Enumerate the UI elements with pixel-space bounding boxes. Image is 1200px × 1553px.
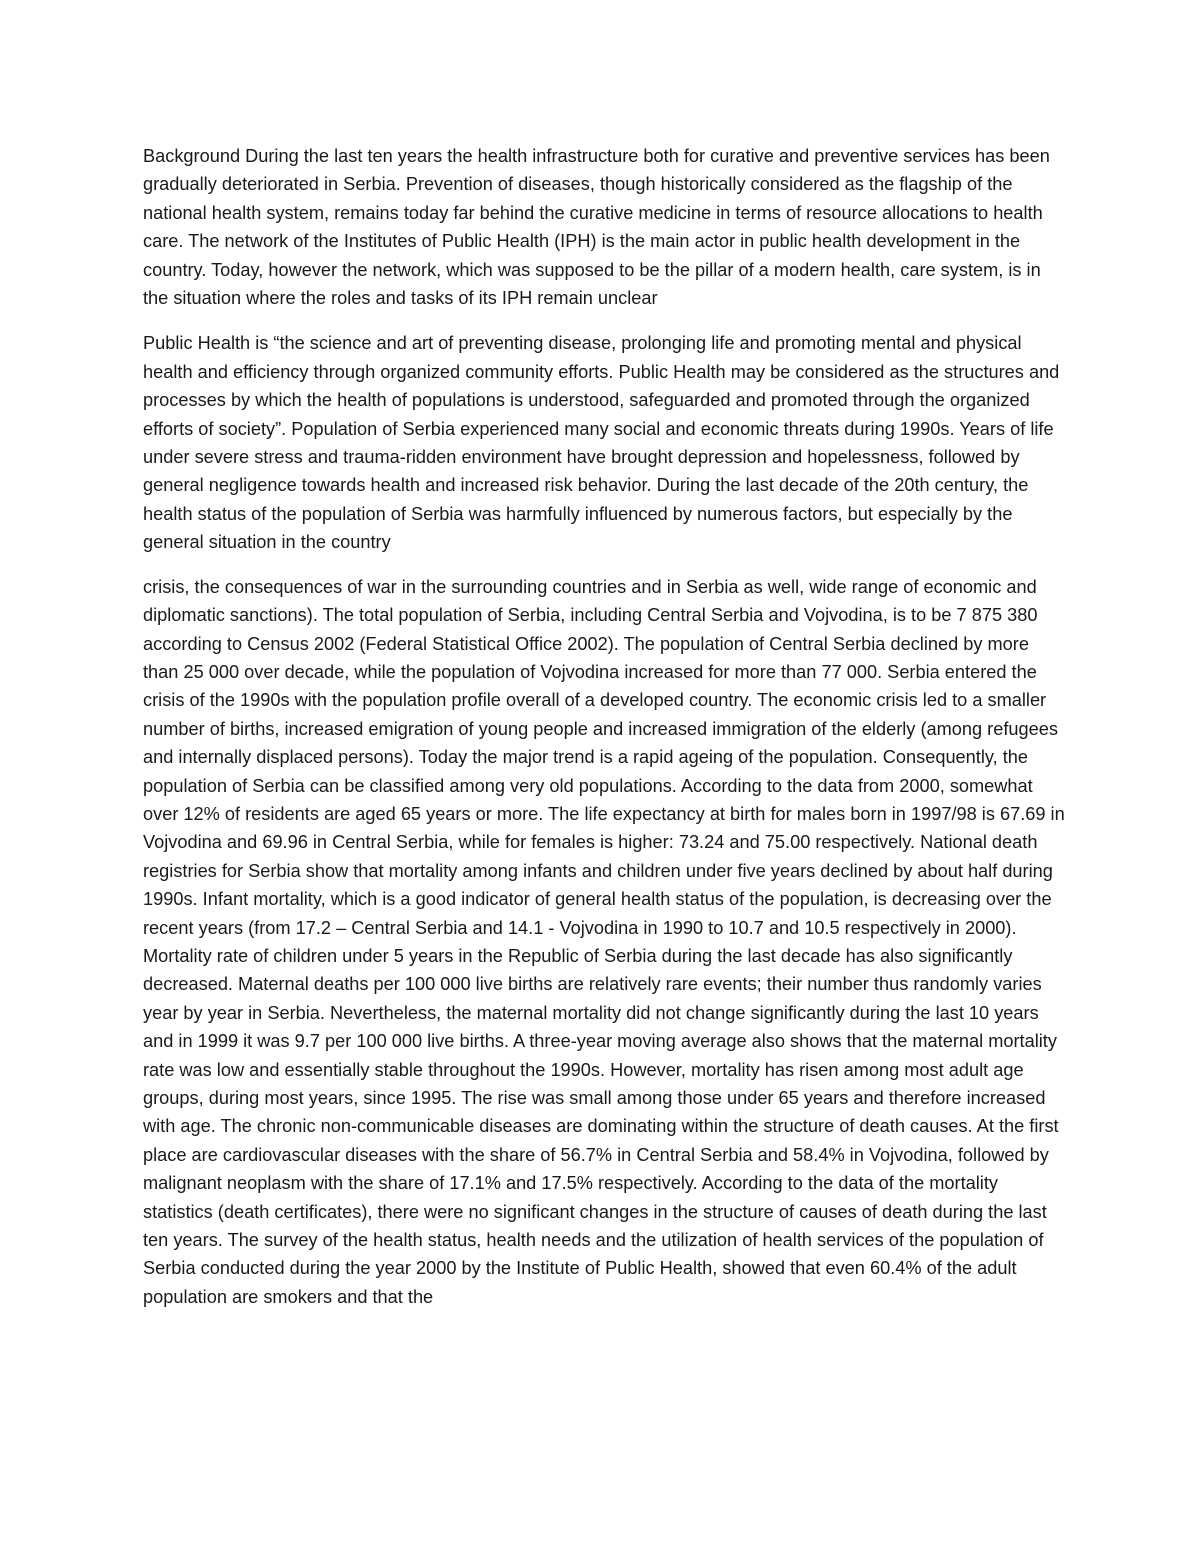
paragraph-background: Background During the last ten years the health infrastructure both for curative and preventive services has been gradually deteriorated in Serbia. Prevention of diseases, though historically considered as the flagship of the national health system, remains today far behind the curative medicine in terms of resource allocations to health care. The network of the Institutes of Public Health (IPH) is the main actor in public health development in the country. Today, however the network, which was supposed to be the pillar of a modern health, care system, is in the situation where the roles and tasks of its IPH remain unclear [143, 146, 1050, 309]
paragraph-public-health: Public Health is “the science and art of preventing disease, prolonging life and promoting mental and physical health and efficiency through organized community efforts. Public Health may be considered as the structures and processes by which the health of populations is understood, safeguarded and promoted through the organized efforts of society”. Population of Serbia experienced many social and economic threats during 1990s. Years of life under severe stress and trauma-ridden environment have brought depression and hopelessness, followed by general negligence towards health and increased risk behavior. During the last decade of the 20th century, the health status of the population of Serbia was harmfully influenced by numerous factors, but especially by the general situation in the country [143, 333, 1060, 553]
paragraph-population: crisis, the consequences of war in the surrounding countries and in Serbia as well, wide range of economic and diplomatic sanctions). The total population of Serbia, including Central Serbia and Vojvodina, is to be 7 875 380 according to Census 2002 (Federal Statistical Office 2002). The population of Central Serbia declined by more than 25 000 over decade, while the population of Vojvodina increased for more than 77 000. Serbia entered the crisis of the 1990s with the population profile overall of a developed country. The economic crisis led to a smaller number of births, increased emigration of young people and increased immigration of the elderly (among refugees and internally displaced persons). Today the major trend is a rapid ageing of the population. Consequently, the population of Serbia can be classified among very old populations. According to the data from 2000, somewhat over 12% of residents are aged 65 years or more. The life expectancy at birth for males born in 1997/98 is 67.69 in Vojvodina and 69.96 in Central Serbia, while for females is higher: 73.24 and 75.00 respectively. National death registries for Serbia show that mortality among infants and children under five years declined by about half during 1990s. Infant mortality, which is a good indicator of general health status of the population, is decreasing over the recent years (from 17.2 – Central Serbia and 14.1 - Vojvodina in 1990 to 10.7 and 10.5 respectively in 2000). Mortality rate of children under 5 years in the Republic of Serbia during the last decade has also significantly decreased. Maternal deaths per 100 000 live births are relatively rare events; their number thus randomly varies year by year in Serbia. Nevertheless, the maternal mortality did not change significantly during the last 10 years and in 1999 it was 9.7 per 100 000 live births. A three-year moving average also shows that the maternal mortality rate was low and essentially stable throughout the 1990s. However, mortality has risen among most adult age groups, during most years, since 1995. The rise was small among those under 65 years and therefore increased with age. The chronic non-communicable diseases are dominating within the structure of death causes. At the first place are cardiovascular diseases with the share of 56.7% in Central Serbia and 58.4% in Vojvodina, followed by malignant neoplasm with the share of 17.1% and 17.5% respectively. According to the data of the mortality statistics (death certificates), there were no significant changes in the structure of causes of death during the last ten years. The survey of the health status, health needs and the utilization of health services of the population of Serbia conducted during the year 2000 by the Institute of Public Health, showed that even 60.4% of the adult population are smokers and that the [143, 576, 1065, 1307]
document-body [143, 142, 1068, 1311]
